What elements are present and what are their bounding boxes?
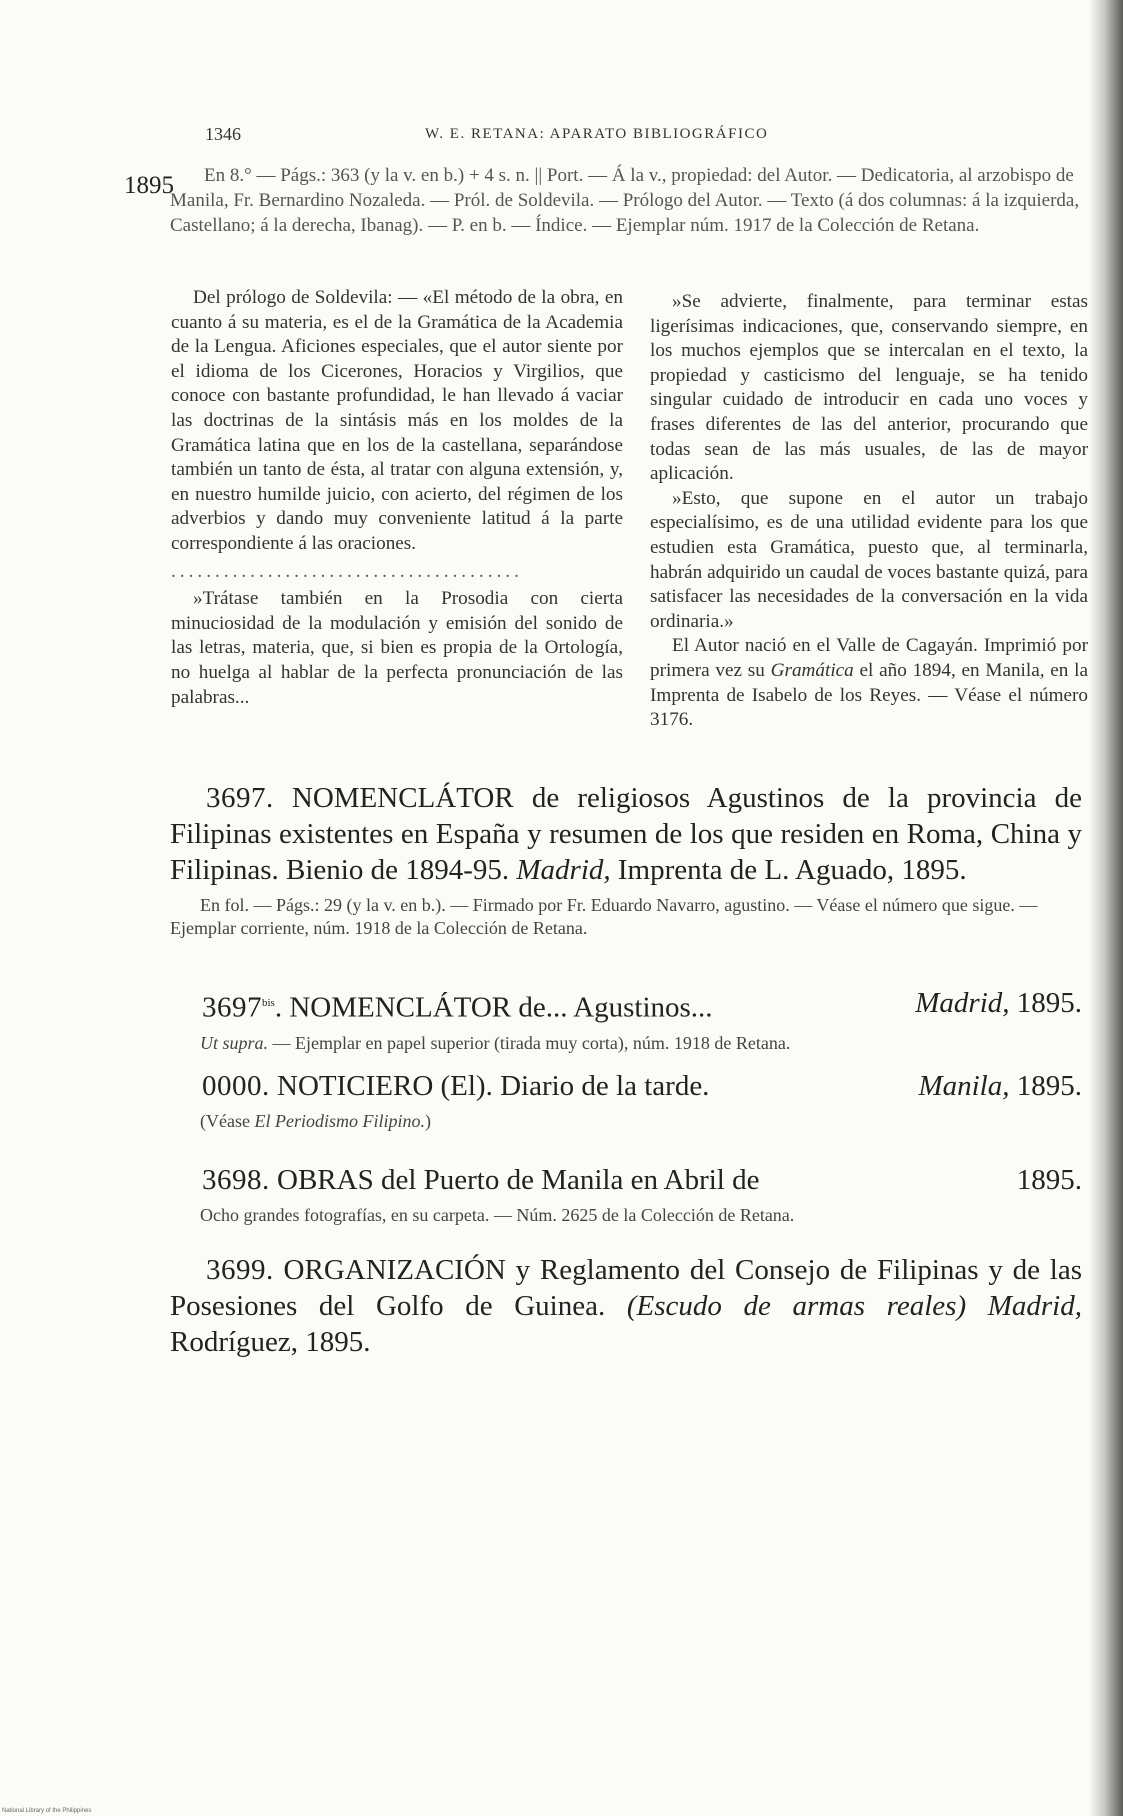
entry-year: 1895. — [1016, 1164, 1082, 1196]
entry-title-text: OBRAS del Puerto de Manila en Abril de — [269, 1164, 760, 1196]
entry-number: 0000. — [202, 1070, 270, 1102]
entry-3699 — [170, 1252, 1082, 1360]
margin-year: 1895 — [124, 172, 174, 199]
entry-note-italic: Ut supra. — [200, 1032, 269, 1053]
note-suffix: ) — [424, 1111, 431, 1131]
entry-0000-title — [170, 1068, 1082, 1104]
author-note-italic: Gramática — [770, 659, 854, 681]
entry-title-text: . NOMENCLÁTOR de... Agustinos... — [274, 991, 713, 1024]
entry-number: 3697 — [202, 991, 262, 1024]
right-paragraph-2: »Esto, que supone en el autor un trabajo especialísimo, es de una utilidad evidente para los que estudien esta Gramática, puesto que, al terminarla, habrán adquirido un caudal de voces bastante quizá, para satisfacer las necesidades de la conversación en la vida ordinaria.» — [650, 487, 1088, 632]
entry-place: Madrid, — [915, 987, 1010, 1019]
page-number: 1346 — [205, 124, 241, 144]
right-paragraph-3 — [650, 634, 1088, 732]
entry-3696-meta: En 8.° — Págs.: 363 (y la v. en b.) + 4 s. n. || Port. — Á la v., propiedad: del Autor. — Dedicatoria, al arzobispo de Manila, Fr. Bernardino Nozaleda. — Pról. de Soldevila. — Prólogo del Autor. — Texto (á dos columnas: á la izquierda, Castellano; á la derecha, Ibanag). — P. en b. — Índice. — Ejemplar núm. 1917 de la Colección de Retana. — [170, 165, 1080, 236]
scan-footer: National Library of the Philippines — [2, 1808, 92, 1814]
entry-3699-title — [170, 1252, 1082, 1360]
entry-3697-title — [170, 780, 1082, 888]
entry-title-text: ORGANIZACIÓN y Reglamento del Consejo de Filipinas y de las Posesiones del Golfo de Guinea. — [170, 1254, 1082, 1322]
author-note-prefix: El Autor nació en el Valle de Cagayán. Imprimió por primera vez su — [650, 635, 1088, 681]
entry-3697-note: En fol. — Págs.: 29 (y la v. en b.). — Firmado por Fr. Eduardo Navarro, agustino. — Véase el número que sigue. — Ejemplar corriente, núm. 1918 de la Colección de Retana. — [170, 895, 1038, 938]
entry-0000 — [170, 1068, 1082, 1133]
running-title: W. E. RETANA: APARATO BIBLIOGRÁFICO — [425, 126, 769, 142]
entry-3696-description — [170, 163, 1080, 238]
entry-3698-title — [170, 1162, 1082, 1198]
entry-3698-note: Ocho grandes fotografías, en su carpeta. — Núm. 2625 de la Colección de Retana. — [200, 1205, 795, 1225]
entry-0000-note — [170, 1110, 1082, 1133]
entry-imprint: Imprenta de L. Aguado, 1895. — [610, 854, 967, 886]
entry-italic-imprint: (Escudo de armas reales) Madrid, — [626, 1290, 1082, 1322]
entry-place: Madrid, — [516, 854, 611, 886]
entry-number: 3697. — [206, 782, 274, 814]
entry-3697bis-note — [170, 1032, 1082, 1055]
left-paragraph-2: »Trátase también en la Prosodia con cierta minuciosidad de la modulación y emisión del sonido de las letras, materia, que, si bien es propia de la Ortología, no huelga al hablar de la perfecta pronunciación de las palabras... — [171, 588, 623, 708]
entry-title-text: NOTICIERO (El). Diario de la tarde. — [269, 1070, 710, 1102]
entry-3697 — [170, 780, 1082, 940]
right-column — [650, 290, 1088, 733]
entry-3698 — [170, 1162, 1082, 1227]
entry-place: Manila, — [918, 1070, 1010, 1102]
author-note-suffix: el año 1894, en Manila, en la Imprenta de Isabelo de los Reyes. — Véase el número 3176. — [650, 659, 1088, 731]
entry-3697bis — [170, 985, 1082, 1055]
entry-title-text: NOMENCLÁTOR de religiosos Agustinos de la provincia de Filipinas existentes en España y resumen de los que residen en Roma, China y Filipinas. Bienio de 1894-95. — [170, 782, 1082, 886]
entry-year: 1895. — [1009, 1070, 1082, 1102]
ellipsis-dots: ........................................ — [171, 560, 523, 582]
note-prefix: (Véase — [200, 1111, 255, 1131]
entry-number-superscript: bis — [262, 997, 275, 1009]
entry-imprint: Rodríguez, 1895. — [170, 1326, 371, 1358]
entry-3697bis-title — [170, 985, 1082, 1026]
left-column — [171, 286, 623, 710]
right-paragraph-1: »Se advierte, finalmente, para terminar estas ligerísimas indicaciones, que, conservando siempre, en los muchos ejemplos que se intercalan en el texto, la propiedad y casticismo del lenguaje, se ha tenido singular cuidado de introducir en cada uno voces y frases diferentes de las del anterior, procurando que todas sean de las más usuales, de las de mayor aplicación. — [650, 291, 1088, 485]
note-italic: El Periodismo Filipino. — [254, 1111, 425, 1131]
page-edge-shadow — [1089, 0, 1123, 1816]
entry-number: 3698. — [202, 1164, 270, 1196]
entry-year: 1895. — [1009, 987, 1082, 1019]
entry-number: 3699. — [206, 1254, 274, 1286]
left-paragraph-1: Del prólogo de Soldevila: — «El método de la obra, en cuanto á su materia, es el de la Gramática de la Academia de la Lengua. Aficiones especiales, que el autor siente por el idioma de los Cicerones, Horacios y Virgilios, que conoce con bastante profundidad, le han llevado á vaciar las doctrinas de la sintásis más en los moldes de la Gramática latina que en los de la castellana, separándose también un tanto de ésta, al tratar con alguna extensión, y, en nuestro humilde juicio, con acierto, del régimen de los adverbios y dando muy conveniente latitud á la parte correspondiente á las oraciones. — [171, 287, 623, 554]
entry-note-text: — Ejemplar en papel superior (tirada muy corta), núm. 1918 de Retana. — [268, 1032, 791, 1053]
